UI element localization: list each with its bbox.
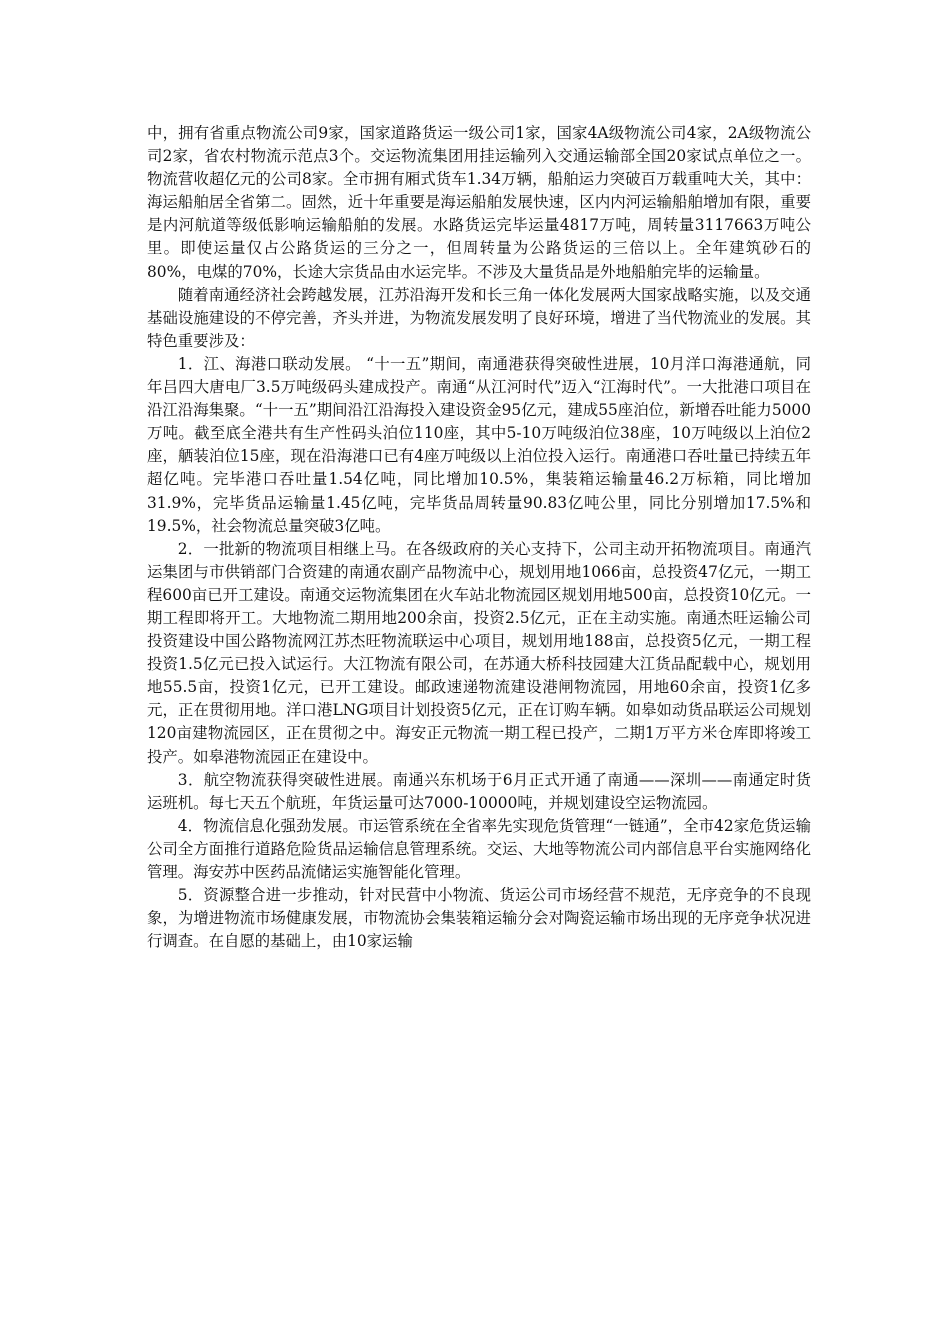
paragraph-7: 5．资源整合进一步推动，针对民营中小物流、货运公司市场经营不规范，无序竞争的不良现象，为增进物流市场健康发展，市物流协会集装箱运输分会对陶瓷运输市场出现的无序竞争状况进行调查。在自愿的基础上，由10家运输 [147,886,811,951]
paragraph-5: 3．航空物流获得突破性进展。南通兴东机场于6月正式开通了南通——深圳——南通定时货运班机。每七天五个航班，年货运量可达7000-10000吨，并规划建设空运物流园。 [147,770,811,812]
paragraph-4: 2．一批新的物流项目相继上马。在各级政府的关心支持下，公司主动开拓物流项目。南通汽运集团与市供销部门合资建的南通农副产品物流中心，规划用地1066亩，总投资47亿元，一期工程600亩已开工建设。南通交运物流集团在火车站北物流园区规划用地500亩，总投资10亿元。一期工程即将开工。大地物流二期用地200余亩，投资2.5亿元，正在主动实施。南通杰旺运输公司投资建设中国公路物流网江苏杰旺物流联运中心项目，规划用地188亩，总投资5亿元，一期工程投资1.5亿元已投入试运行。大江物流有限公司，在苏通大桥科技园建大江货品配载中心，规划用地55.5亩，投资1亿元，已开工建设。邮政速递物流建设港闸物流园，用地60余亩，投资1亿多元，正在贯彻用地。洋口港LNG项目计划投资5亿元，正在订购车辆。如皋如动货品联运公司规划120亩建物流园区，正在贯彻之中。海安正元物流一期工程已投产，二期1万平方米仓库即将竣工投产。如皋港物流园正在建设中。 [147,539,811,766]
paragraph-3: 1．江、海港口联动发展。 “十一五”期间，南通港获得突破性进展，10月洋口海港通航，同年吕四大唐电厂3.5万吨级码头建成投产。南通“从江河时代”迈入“江海时代”。一大批港口项目在沿江沿海集聚。“十一五”期间沿江沿海投入建设资金95亿元，建成55座泊位，新增吞吐能力5000万吨。截至底全港共有生产性码头泊位110座，其中5-10万吨级泊位38座，10万吨级以上泊位2座，舾装泊位15座，现在沿海港口已有4座万吨级以上泊位投入运行。南通港口吞吐量已持续五年超亿吨。完毕港口吞吐量1.54亿吨，同比增加10.5%，集装箱运输量46.2万标箱，同比增加31.9%，完毕货品运输量1.45亿吨，完毕货品周转量90.83亿吨公里，同比分别增加17.5%和19.5%，社会物流总量突破3亿吨。 [147,354,811,535]
document-page [147,122,811,953]
paragraph-6: 4．物流信息化强劲发展。市运管系统在全省率先实现危货管理“一链通”，全市42家危货运输公司全方面推行道路危险货品运输信息管理系统。交运、大地等物流公司内部信息平台实施网络化管理。海安苏中医药品流储运实施智能化管理。 [147,816,811,881]
paragraph-1: 中，拥有省重点物流公司9家，国家道路货运一级公司1家，国家4A级物流公司4家，2A级物流公司2家，省农村物流示范点3个。交运物流集团用挂运输列入交通运输部全国20家试点单位之一。物流营收超亿元的公司8家。全市拥有厢式货车1.34万辆，船舶运力突破百万载重吨大关，其中：海运船舶居全省第二。固然，近十年重要是海运船舶发展快速，区内内河运输船舶增加有限，重要是内河航道等级低影响运输船舶的发展。水路货运完毕运量4817万吨，周转量3117663万吨公里。即使运量仅占公路货运的三分之一，但周转量为公路货运的三倍以上。全年建筑砂石的80%，电煤的70%，长途大宗货品由水运完毕。不涉及大量货品是外地船舶完毕的运输量。 [147,124,811,281]
paragraph-2: 随着南通经济社会跨越发展，江苏沿海开发和长三角一体化发展两大国家战略实施，以及交通基础设施建设的不停完善，齐头并进，为物流发展发明了良好环境，增进了当代物流业的发展。其特色重要涉及： [147,285,811,350]
